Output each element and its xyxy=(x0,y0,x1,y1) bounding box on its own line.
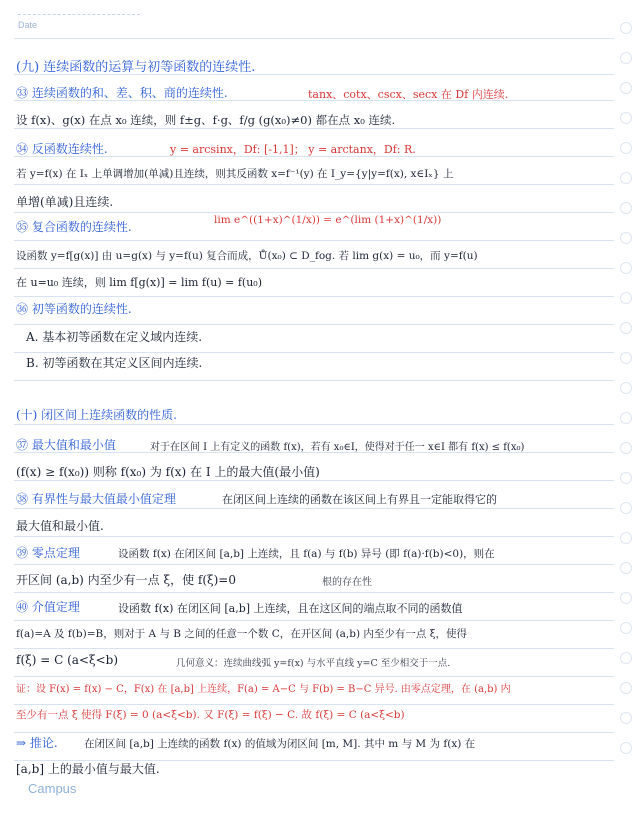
item-33-body: 设 f(x)、g(x) 在点 x₀ 连续，则 f±g、f·g、f/g (g(x₀)≠0) 都在点 x₀ 连续. xyxy=(16,113,396,127)
item-35-note: lim e^((1+x)^(1/x)) = e^(lim (1+x)^(1/x)) xyxy=(214,214,442,226)
binder-hole xyxy=(620,112,632,124)
ruled-line xyxy=(14,592,614,593)
item-33-heading: ㉝ 连续函数的和、差、积、商的连续性. xyxy=(16,86,228,100)
item-39-body-2: 开区间 (a,b) 内至少有一点 ξ，使 f(ξ)=0 xyxy=(16,573,236,587)
binder-hole xyxy=(620,52,632,64)
ruled-line xyxy=(14,704,614,705)
binder-hole xyxy=(620,232,632,244)
item-39-note: 根的存在性 xyxy=(322,577,372,588)
ruled-line xyxy=(14,128,614,129)
binder-hole xyxy=(620,202,632,214)
binder-hole xyxy=(620,442,632,454)
item-34-note: y = arcsinx，Df: [-1,1]； y = arctanx，Df: R. xyxy=(170,143,416,156)
item-38-heading: ㊳ 有界性与最大值最小值定理 xyxy=(16,492,176,506)
binder-hole xyxy=(620,682,632,694)
item-35-heading: ㉟ 复合函数的连续性. xyxy=(16,220,132,234)
item-36-heading: ㊱ 初等函数的连续性. xyxy=(16,302,132,316)
ruled-line xyxy=(14,296,614,297)
corollary-body-2: [a,b] 上的最小值与最大值. xyxy=(16,762,160,776)
ruled-line xyxy=(14,564,614,565)
ruled-line xyxy=(14,324,614,325)
item-39-heading: ㊴ 零点定理 xyxy=(16,546,80,560)
ruled-line xyxy=(14,38,614,39)
brand-label: Campus xyxy=(28,781,77,796)
item-36-a: A. 基本初等函数在定义域内连续. xyxy=(26,330,203,344)
binder-hole xyxy=(620,322,632,334)
ruled-line xyxy=(14,212,614,213)
binder-hole xyxy=(620,142,632,154)
ruled-line xyxy=(14,508,614,509)
item-37-body-1: 对于在区间 I 上有定义的函数 f(x)，若有 x₀∈I，使得对于任一 x∈I 都有 f(x) ≤ f(x₀) xyxy=(150,442,525,453)
ruled-line xyxy=(14,424,614,425)
binder-hole xyxy=(620,292,632,304)
ruled-line xyxy=(14,184,614,185)
item-35-body-2: 在 u=u₀ 连续，则 lim f[g(x)] = lim f(u) = f(u₀) xyxy=(16,276,263,289)
section-heading-nine: (九) 连续函数的运算与初等函数的连续性. xyxy=(16,60,256,75)
item-34-body-2: 单增(单减)且连续. xyxy=(16,195,114,209)
date-label: Date xyxy=(18,20,38,30)
binder-hole xyxy=(620,22,632,34)
proof-line-1: 证：设 F(x) = f(x) − C，F(x) 在 [a,b] 上连续，F(a) = A−C 与 F(b) = B−C 异号. 由零点定理，在 (a,b) 内 xyxy=(16,684,511,695)
item-40-body-2: f(a)=A 及 f(b)=B，则对于 A 与 B 之间的任意一个数 C，在开区间 (a,b) 内至少有一点 ξ，使得 xyxy=(16,628,468,640)
binder-hole xyxy=(620,352,632,364)
binder-hole xyxy=(620,172,632,184)
proof-line-2: 至少有一点 ξ 使得 F(ξ) = 0 (a<ξ<b). 又 F(ξ) = f(ξ) − C. 故 f(ξ) = C (a<ξ<b) xyxy=(16,709,405,721)
section-heading-ten: (十) 闭区间上连续函数的性质. xyxy=(16,408,177,422)
binder-holes xyxy=(620,22,634,792)
item-37-body-2: (f(x) ≥ f(x₀)) 则称 f(x₀) 为 f(x) 在 I 上的最大值(最小值) xyxy=(16,465,320,479)
binder-hole xyxy=(620,652,632,664)
binder-hole xyxy=(620,382,632,394)
item-34-body-1: 若 y=f(x) 在 Iₓ 上单调增加(单减)且连续，则其反函数 x=f⁻¹(y) 在 I_y={y|y=f(x), x∈Iₓ} 上 xyxy=(16,168,454,180)
binder-hole xyxy=(620,502,632,514)
ruled-line xyxy=(14,732,614,733)
item-38-body-1: 在闭区间上连续的函数在该区间上有界且一定能取得它的 xyxy=(222,493,497,506)
ruled-line xyxy=(14,648,614,649)
item-38-body-2: 最大值和最小值. xyxy=(16,519,104,533)
corollary-body-1: 在闭区间 [a,b] 上连续的函数 f(x) 的值域为闭区间 [m, M]. 其中 m 与 M 为 f(x) 在 xyxy=(84,738,476,750)
binder-hole xyxy=(620,562,632,574)
top-dashed-rule xyxy=(18,14,140,15)
item-36-b: B. 初等函数在其定义区间内连续. xyxy=(26,356,203,370)
ruled-line xyxy=(14,676,614,677)
binder-hole xyxy=(620,712,632,724)
item-35-body-1: 设函数 y=f[g(x)] 由 u=g(x) 与 y=f(u) 复合而成，Ů(x₀) ⊂ D_fog. 若 lim g(x) = u₀，而 y=f(u) xyxy=(16,250,478,262)
ruled-line xyxy=(14,536,614,537)
binder-hole xyxy=(620,472,632,484)
binder-hole xyxy=(620,622,632,634)
item-40-note: 几何意义：连续曲线弧 y=f(x) 与水平直线 y=C 至少相交于一点. xyxy=(176,658,451,669)
item-34-heading: ㉞ 反函数连续性. xyxy=(16,142,108,156)
item-37-heading: ㊲ 最大值和最小值 xyxy=(16,438,116,452)
binder-hole xyxy=(620,592,632,604)
item-40-body-1: 设函数 f(x) 在闭区间 [a,b] 上连续，且在这区间的端点取不同的函数值 xyxy=(118,602,463,615)
ruled-line xyxy=(14,620,614,621)
ruled-line xyxy=(14,268,614,269)
corollary-heading: ⇒ 推论. xyxy=(16,736,58,750)
binder-hole xyxy=(620,82,632,94)
ruled-line xyxy=(14,240,614,241)
ruled-line xyxy=(14,380,614,381)
ruled-line xyxy=(14,480,614,481)
ruled-line xyxy=(14,352,614,353)
binder-hole xyxy=(620,532,632,544)
binder-hole xyxy=(620,412,632,424)
binder-hole xyxy=(620,262,632,274)
item-40-heading: ㊵ 介值定理 xyxy=(16,600,80,614)
binder-hole xyxy=(620,742,632,754)
item-33-note: tanx、cotx、cscx、secx 在 Df 内连续. xyxy=(308,88,509,101)
item-39-body-1: 设函数 f(x) 在闭区间 [a,b] 上连续，且 f(a) 与 f(b) 异号 (即 f(a)·f(b)<0)，则在 xyxy=(118,548,495,560)
item-40-body-3: f(ξ) = C (a<ξ<b) xyxy=(16,653,119,667)
